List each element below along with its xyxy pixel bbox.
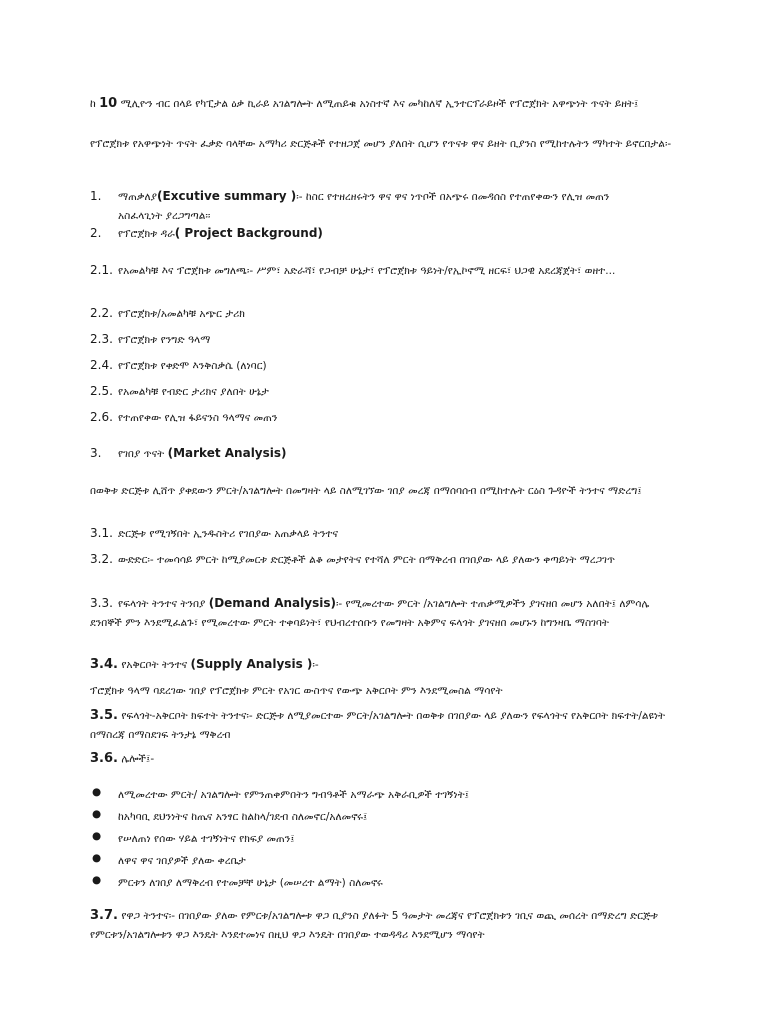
subitem-3-4-number: 3.4. [90, 657, 118, 672]
list-item-1 [90, 187, 680, 226]
bullet-item [118, 830, 688, 849]
subitem-3-2-number: 3.2. [90, 552, 113, 566]
paragraph-3-text: በወቅቱ ድርጅቱ ሊሸጥ ያቀደውን ምርት/አገልግሎት በመግዛት ላይ ስለሚገኘው ገበያ መረጃ በማሰባሰብ በሚከተሉት ርዕስ ጉዳዮች ትንተና ማድረግ፤ [90, 485, 642, 497]
item-3-number: 3. [90, 446, 102, 460]
subitem-2-5-text: የአመልካቹ የብድር ታሪክና ያለበት ሁኔታ [118, 386, 269, 398]
subitem-2-3-text: የፕሮጀክቱ የንግድ ዓላማ [118, 334, 211, 346]
bullet-icon: ● [92, 830, 102, 842]
subitem-2-6-number: 2.6. [90, 410, 113, 424]
subitem-2-6-text: የተጠየቀው የሊዝ ፋይናንስ ዓላማና መጠን [118, 412, 278, 424]
subitem-3-7-text: የዋጋ ትንተና፡- በገበያው ያለው የምርቱ/አገልግሎቱ ዋጋ ቢያንስ ያለፉት 5 ዓመታት መረጃና የፕሮጀክቱን ገቢና ወጪ መሰረት በማድረግ ድርጅቱ የምርቱን/አገልግሎቱን ዋጋ እንዴት እንደተመነና በዚህ ዋጋ እንዴት በገበያው ተወዳዳሪ እንደሚሆን ማሳየት [90, 910, 659, 941]
bullet-icon: ● [92, 808, 102, 820]
intro-prefix: ከ [90, 98, 100, 110]
subitem-3-4-rest: ፡- [312, 659, 319, 671]
paragraph-intro [90, 94, 680, 114]
item-1-number: 1. [90, 189, 102, 203]
paragraph-4-text: ፕሮጀክቱ ዓላማ ባደረገው ገበያ የፕሮጀክቱ ምርት የአገር ውስጥና የውጭ አቅርቦት ምን እንደሚመስል ማሳየት [90, 685, 503, 697]
subitem-2-4-number: 2.4. [90, 358, 113, 372]
subitem-3-4 [90, 655, 680, 675]
paragraph-2-text: የፕሮጀክቱ የአዋጭነት ጥናት ፈቃድ ባላቸው አማካሪ ድርጅቶች የተዘጋጀ መሆን ያለበት ሲሆን የጥናቱ ዋና ይዘት ቢያንስ የሚከተሉትን ማካተት ይኖርበታል፡- [90, 138, 672, 150]
bullet-text: ለዋና ዋና ገበያዎች ያለው ቀረቤታ [118, 855, 246, 867]
bullet-text: ለሚመረተው ምርት/ አገልግሎት የምንጠቀምበትን ግብዓቶች አማራጭ አቅራቢዎች ተገኝነት፤ [118, 789, 469, 801]
subitem-3-5 [90, 706, 680, 745]
subitem-2-3-number: 2.3. [90, 332, 113, 346]
subitem-2-2-text: የፕሮጀክቱ/አመልካቹ አጭር ታሪክ [118, 308, 245, 320]
bullet-icon: ● [92, 874, 102, 886]
intro-text: ሚሊዮን ብር በላይ የካፒታል ዕቃ ኪራይ አገልግሎት ለሚጠይቁ አነስተኛ እና መካከለኛ ኢንተርፕራይዞች የፕሮጀክት አዋጭነት ጥናት ይዘት፤ [117, 98, 639, 110]
subitem-3-6-number: 3.6. [90, 751, 118, 766]
bullet-text: የሠለጠነ የሰው ሃይል ተገኝነትና የክፍያ መጠን፤ [118, 833, 295, 845]
subitem-3-5-number: 3.5. [90, 708, 118, 723]
subitem-2-2-number: 2.2. [90, 306, 113, 320]
subitem-2-5 [90, 382, 680, 402]
subitem-2-1-number: 2.1. [90, 263, 113, 277]
subitem-2-4-text: የፕሮጀክቱ የቀድሞ እንቅስቃሴ (ለነባር) [118, 360, 267, 372]
subitem-3-3 [90, 594, 680, 633]
subitem-2-1 [90, 261, 680, 281]
subitem-3-2-text: ውድድር፡- ተመሳሳይ ምርት ከሚያመርቱ ድርጅቶች ልቆ መታየትና የተሻለ ምርት በማቅረብ በገበያው ላይ ያለውን ቀጣይነት ማረጋገጥ [118, 554, 615, 566]
subitem-3-1 [90, 524, 680, 544]
subitem-3-5-text: የፍላጎት-አቅርቦት ክፍተት ትንተና፡- ድርጅቱ ለሚያመርተው ምርት/አገልግሎት በወቅቱ በገበያው ላይ ያለውን የፍላጎትና የአቅርቦት ክፍተት/ልዩነት በማስረጃ በማስደገፍ ትንታኔ ማቅረብ [90, 710, 666, 741]
list-item-3 [90, 444, 680, 464]
bullet-item [118, 874, 688, 893]
bullet-item [118, 786, 688, 805]
item-3-amharic: የገበያ ጥናት [118, 448, 168, 460]
subitem-2-2 [90, 304, 680, 324]
bullet-text: ከአካባቢ ደህንነትና ከጤና አንፃር ከልከላ/ገደብ ስለመኖር/አለመኖሩ፤ [118, 811, 368, 823]
item-1-english: (Excutive summary ) [157, 189, 297, 203]
subitem-3-4-english: (Supply Analysis ) [190, 657, 313, 671]
subitem-3-1-number: 3.1. [90, 526, 113, 540]
subitem-3-2 [90, 550, 680, 570]
list-item-2 [90, 224, 680, 244]
subitem-2-5-number: 2.5. [90, 384, 113, 398]
bullet-icon: ● [92, 852, 102, 864]
paragraph-3 [90, 482, 680, 501]
subitem-3-7 [90, 906, 680, 945]
bullet-text: ምርቱን ለገበያ ለማቅረብ የተመቻቸ ሁኔታ (መሠረተ ልማት) ስለመኖሩ [118, 877, 383, 889]
item-3-english: (Market Analysis) [167, 446, 287, 460]
subitem-3-6-text: ሌሎች፤- [121, 753, 155, 765]
item-2-english: ( Project Background) [174, 226, 323, 240]
subitem-3-4-amharic: የአቅርቦት ትንተና [121, 659, 191, 671]
item-1-amharic: ማጠቃለያ [118, 191, 158, 203]
subitem-2-3 [90, 330, 680, 350]
subitem-3-7-number: 3.7. [90, 908, 118, 923]
bullet-item [118, 808, 688, 827]
bullet-icon: ● [92, 786, 102, 798]
subitem-3-3-english: (Demand Analysis) [208, 596, 336, 610]
item-2-amharic: የፕሮጀክቱ ዳራ [118, 228, 175, 240]
paragraph-4 [90, 682, 680, 701]
intro-number: 10 [99, 96, 118, 111]
item-1-rest: ፡- ከስር የተዘረዘሩትን ዋና ዋና ነጥቦች በአጭሩ በመዳሰስ የተጠየቀውን የሊዝ መጠን [296, 191, 610, 203]
subitem-3-1-text: ድርጅቱ የሚገኝበት ኢንዱስትሪ የገበያው አጠቃላይ ትንተና [118, 528, 339, 540]
item-1-line2: አስፈላጊነት ያረጋግጣል፡፡ [118, 210, 211, 222]
subitem-3-3-rest: ፡- የሚመረተው ምርት /አገልግሎት ተጠቃሚዎችን ያገናዘበ መሆን አለበት፤ ለምሳሌ ደንበኞች ምን እንደሚፈልጉ፣ የሚመረተው ምርት ተቀባይነት፣ የህብረተሰቡን የመግዛት አቅምና ፍላጎት ያገናዘበ መሆኑን ከግንዛቤ ማስገባት [90, 598, 650, 629]
item-2-number: 2. [90, 226, 102, 240]
subitem-2-6 [90, 408, 680, 428]
bullet-item [118, 852, 688, 871]
subitem-3-6 [90, 749, 680, 769]
subitem-3-3-amharic: የፍላጎት ትንተና ትንበያ [118, 598, 209, 610]
paragraph-2 [90, 135, 680, 154]
subitem-2-4 [90, 356, 680, 376]
subitem-2-1-text: የአመልካቹ እና ፕሮጀክቱ መግለጫ፡- ሥም፣ አድራሻ፣ የጋብቻ ሁኔታ፣ የፕሮጀክቱ ዓይነት/የኢኮኖሚ ዘርፍ፣ ህጋዊ አደረጃጀት፣ ወዘተ... [118, 265, 616, 277]
subitem-3-3-number: 3.3. [90, 596, 113, 610]
